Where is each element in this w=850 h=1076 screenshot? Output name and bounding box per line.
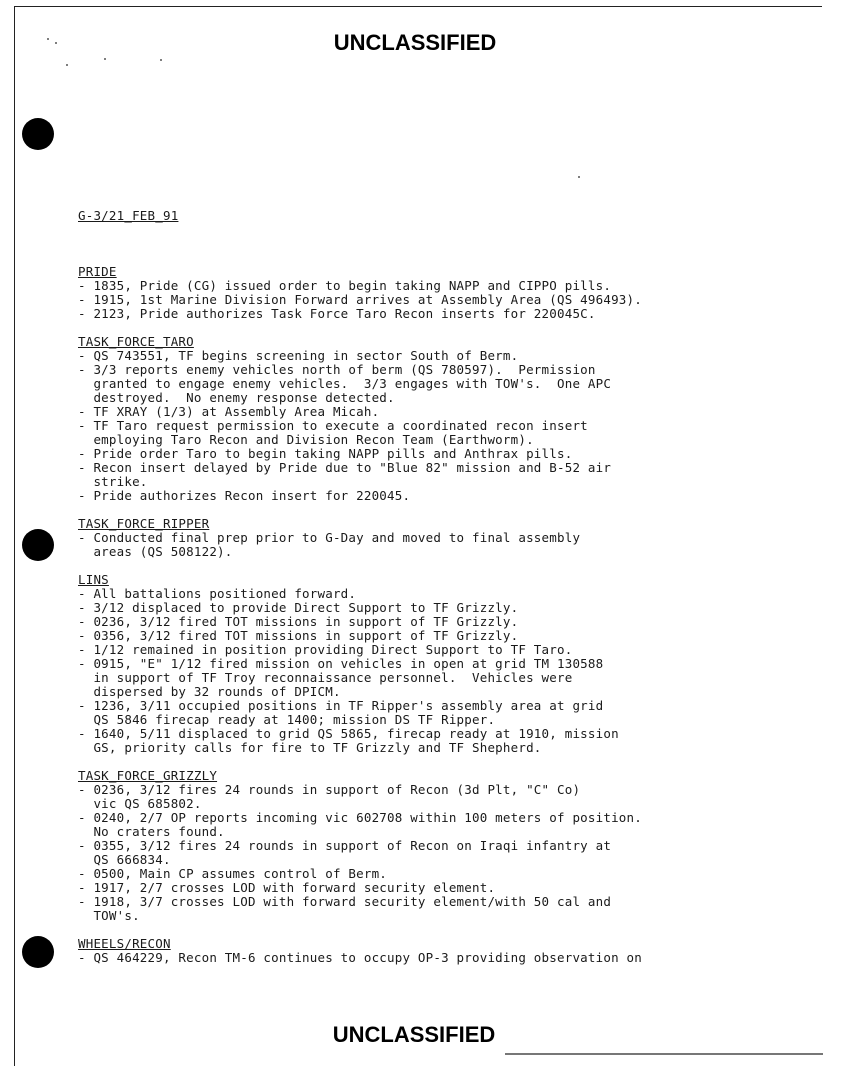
log-entry: - TF Taro request permission to execute a coordinated recon insert employing Taro Recon and Division Recon Team (Earthworm). bbox=[78, 418, 588, 447]
scan-speck bbox=[578, 176, 580, 178]
section-heading: LINS bbox=[78, 572, 109, 587]
log-entry: - 1/12 remained in position providing Direct Support to TF Taro. bbox=[78, 642, 573, 657]
log-entry: - Pride authorizes Recon insert for 220045. bbox=[78, 488, 411, 503]
page-border-left bbox=[14, 6, 15, 1066]
section bbox=[78, 937, 798, 965]
log-entry: - 1640, 5/11 displaced to grid QS 5865, firecap ready at 1910, mission GS, priority calls for fire to TF Grizzly and TF Shepherd. bbox=[78, 726, 619, 755]
log-entry: - Conducted final prep prior to G-Day and moved to final assembly areas (QS 508122). bbox=[78, 530, 581, 559]
log-content bbox=[78, 181, 798, 993]
section bbox=[78, 573, 798, 755]
section-heading: TASK_FORCE_TARO bbox=[78, 334, 194, 349]
log-entry: - Recon insert delayed by Pride due to "Blue 82" mission and B-52 air strike. bbox=[78, 460, 612, 489]
log-entry: - 1918, 3/7 crosses LOD with forward security element/with 50 cal and TOW's. bbox=[78, 894, 612, 923]
scan-speck bbox=[104, 58, 106, 60]
scan-speck bbox=[160, 59, 162, 61]
log-entry: - 2123, Pride authorizes Task Force Taro Recon inserts for 220045C. bbox=[78, 306, 596, 321]
log-entry: - 0240, 2/7 OP reports incoming vic 602708 within 100 meters of position. No craters found. bbox=[78, 810, 642, 839]
log-entry: - 1236, 3/11 occupied positions in TF Ripper's assembly area at grid QS 5846 firecap ready at 1400; mission DS TF Ripper. bbox=[78, 698, 604, 727]
punch-hole bbox=[22, 936, 54, 968]
section bbox=[78, 517, 798, 559]
punch-hole bbox=[22, 118, 54, 150]
log-entry: - QS 743551, TF begins screening in sector South of Berm. bbox=[78, 348, 519, 363]
log-entry: - 0236, 3/12 fires 24 rounds in support of Recon (3d Plt, "C" Co) vic QS 685802. bbox=[78, 782, 581, 811]
classification-footer: UNCLASSIFIED bbox=[332, 1022, 496, 1047]
section-heading: TASK_FORCE_GRIZZLY bbox=[78, 768, 218, 783]
page-border-top bbox=[14, 6, 822, 7]
section bbox=[78, 265, 798, 321]
log-entry: - 0356, 3/12 fired TOT missions in support of TF Grizzly. bbox=[78, 628, 519, 643]
log-entry: - 0355, 3/12 fires 24 rounds in support of Recon on Iraqi infantry at QS 666834. bbox=[78, 838, 612, 867]
section bbox=[78, 769, 798, 923]
log-entry: - TF XRAY (1/3) at Assembly Area Micah. bbox=[78, 404, 380, 419]
section-heading: TASK_FORCE_RIPPER bbox=[78, 516, 210, 531]
log-entry: - 0236, 3/12 fired TOT missions in support of TF Grizzly. bbox=[78, 614, 519, 629]
log-entry: - Pride order Taro to begin taking NAPP pills and Anthrax pills. bbox=[78, 446, 573, 461]
log-entry: - QS 464229, Recon TM-6 continues to occupy OP-3 providing observation on bbox=[78, 950, 642, 965]
log-entry: - All battalions positioned forward. bbox=[78, 586, 357, 601]
log-entry: - 1835, Pride (CG) issued order to begin taking NAPP and CIPPO pills. bbox=[78, 278, 612, 293]
log-entry: - 1915, 1st Marine Division Forward arrives at Assembly Area (QS 496493). bbox=[78, 292, 642, 307]
log-entry: - 1917, 2/7 crosses LOD with forward security element. bbox=[78, 880, 496, 895]
sections bbox=[78, 265, 798, 965]
log-entry: - 0500, Main CP assumes control of Berm. bbox=[78, 866, 388, 881]
log-entry: - 0915, "E" 1/12 fired mission on vehicles in open at grid TM 130588 in support of TF Troy reconnaissance personnel. Vehicles were dispersed by 32 rounds of DPICM. bbox=[78, 656, 604, 699]
punch-hole bbox=[22, 529, 54, 561]
scan-speck bbox=[66, 64, 68, 66]
page-border-bottom bbox=[505, 1053, 823, 1055]
section-heading: PRIDE bbox=[78, 264, 117, 279]
section bbox=[78, 335, 798, 503]
classification-header: UNCLASSIFIED bbox=[333, 30, 497, 55]
log-entry: - 3/12 displaced to provide Direct Support to TF Grizzly. bbox=[78, 600, 519, 615]
date-heading: G-3/21_FEB_91 bbox=[78, 208, 179, 223]
section-heading: WHEELS/RECON bbox=[78, 936, 171, 951]
log-entry: - 3/3 reports enemy vehicles north of berm (QS 780597). Permission granted to engage enemy vehicles. 3/3 engages with TOW's. One APC destroyed. No enemy response detected. bbox=[78, 362, 612, 405]
